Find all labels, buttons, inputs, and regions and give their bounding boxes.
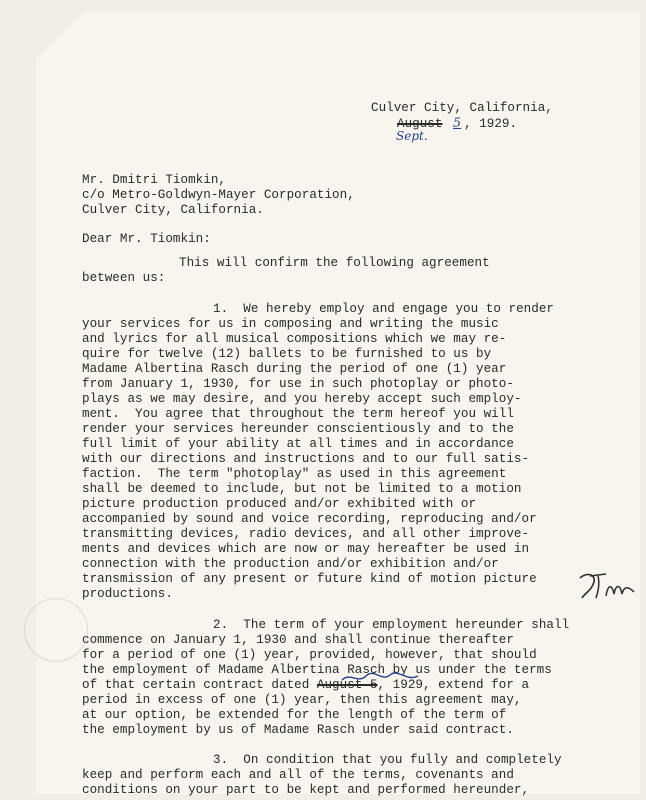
para1-line: transmission of any present or future kind of motion picture xyxy=(82,572,537,586)
para1-line: from January 1, 1930, for use in such photoplay or photo- xyxy=(82,377,514,391)
header-place: Culver City, California, xyxy=(371,101,553,115)
para2-line: period in excess of one (1) year, then this agreement may, xyxy=(82,693,522,707)
para1-line: 1. We hereby employ and engage you to render xyxy=(213,302,554,316)
struck-contract-date: August 5 xyxy=(316,678,378,692)
para1-line: Madame Albertina Rasch during the period of one (1) year xyxy=(82,362,507,376)
para2-line: at our option, be extended for the length of the term of xyxy=(82,708,507,722)
intro-line: between us: xyxy=(82,271,166,285)
date-month-typed: August xyxy=(397,117,443,131)
para1-line: with our directions and instructions and to our full satis- xyxy=(82,452,530,466)
para1-line: render your services hereunder conscientiously and to the xyxy=(82,422,514,436)
para1-line: full limit of your ability at all times and in accordance xyxy=(82,437,514,451)
date-month-handwritten: Sept. xyxy=(396,129,428,143)
recipient-line: Culver City, California. xyxy=(82,203,264,217)
date-day-handwritten: 5 xyxy=(453,115,462,130)
para1-line: and lyrics for all musical compositions which we may re- xyxy=(82,332,507,346)
recipient-line: c/o Metro-Goldwyn-Mayer Corporation, xyxy=(82,188,355,202)
para3-line: 3. On condition that you fully and completely xyxy=(213,753,562,767)
para1-line: ment. You agree that throughout the term hereof you will xyxy=(82,407,514,421)
para2-contract-year: , 1929, extend for a xyxy=(377,678,530,692)
para2-line: the employment of Madame Albertina Rasch by us under the terms xyxy=(82,663,552,677)
recipient-line: Mr. Dmitri Tiomkin, xyxy=(82,173,226,187)
para3-line: conditions on your part to be kept and performed hereunder, xyxy=(82,783,530,797)
intro-line: This will confirm the following agreement xyxy=(179,256,490,270)
para2-line: for a period of one (1) year, provided, however, that should xyxy=(82,648,537,662)
para2-line: commence on January 1, 1930 and shall continue thereafter xyxy=(82,633,514,647)
embossed-seal xyxy=(24,598,88,662)
para1-line: accompanied by sound and voice recording, reproducing and/or xyxy=(82,512,537,526)
para2-line xyxy=(82,678,529,692)
para1-line: shall be deemed to include, but not be limited to a motion xyxy=(82,482,522,496)
para1-line: productions. xyxy=(82,587,173,601)
para3-line: keep and perform each and all of the terms, covenants and xyxy=(82,768,514,782)
handwritten-date-scribble xyxy=(340,670,420,686)
salutation: Dear Mr. Tiomkin: xyxy=(82,232,211,246)
para1-line: faction. The term "photoplay" as used in this agreement xyxy=(82,467,507,481)
para1-line: your services for us in composing and writing the music xyxy=(82,317,499,331)
handwritten-initials xyxy=(576,570,638,604)
para1-line: quire for twelve (12) ballets to be furnished to us by xyxy=(82,347,492,361)
para2-contract-text: of that certain contract dated xyxy=(82,678,317,692)
para2-line: 2. The term of your employment hereunder shall xyxy=(213,618,570,632)
para1-line: transmitting devices, radio devices, and all other improve- xyxy=(82,527,530,541)
para1-line: picture production produced and/or exhibited with or xyxy=(82,497,477,511)
date-year: , 1929. xyxy=(464,117,518,131)
para1-line: plays as we may desire, and you hereby accept such employ- xyxy=(82,392,522,406)
para1-line: ments and devices which are now or may hereafter be used in xyxy=(82,542,530,556)
para1-line: connection with the production and/or exhibition and/or xyxy=(82,557,499,571)
para2-line: the employment by us of Madame Rasch under said contract. xyxy=(82,723,514,737)
